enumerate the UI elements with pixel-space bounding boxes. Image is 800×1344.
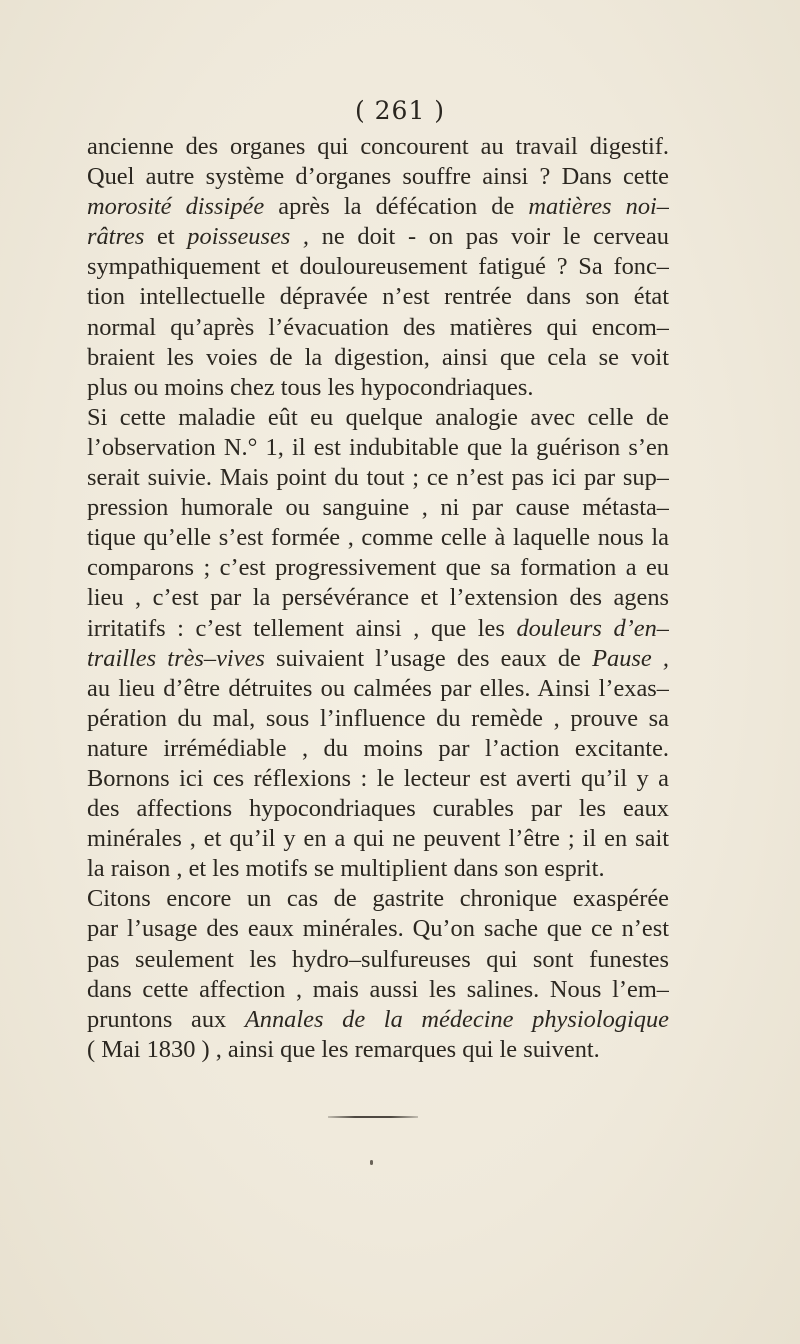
text-segment: ne doit - on pas voir le cerveau [309, 223, 669, 251]
text-line [87, 343, 669, 373]
text-line [87, 854, 669, 884]
text-segment: minérales , et qu’il y en a qui ne peuvent l’être ; il en sait [87, 825, 669, 853]
text-segment: ancienne des organes qui concourent au travail digestif. [87, 133, 669, 160]
text-segment: des affections hypocondriaques curables par les eaux [87, 795, 669, 823]
text-segment: pression humorale ou sanguine , ni par cause métasta– [87, 494, 669, 522]
text-segment: serait suivie. Mais point du tout ; ce n’est pas ici par sup– [87, 464, 669, 492]
text-line [87, 373, 669, 403]
text-line [87, 614, 669, 644]
text-segment: Citons encore un cas de gastrite chronique exaspérée [87, 885, 669, 913]
text-segment: tion intellectuelle dépravée n’est rentrée dans son état [87, 283, 669, 311]
text-segment: sympathiquement et douloureusement fatigué ? Sa fonc– [87, 253, 669, 281]
text-line [87, 1035, 669, 1065]
text-line [87, 192, 669, 222]
page-number: ( 261 ) [354, 96, 446, 125]
text-segment: nature irrémédiable , du moins par l’action excitante. [87, 734, 669, 762]
text-line [87, 403, 669, 433]
text-line [87, 674, 669, 704]
italic-text: Annales de la médecine physiologique [244, 1005, 669, 1033]
text-segment: pas seulement les hydro–sulfureuses qui sont funestes [87, 945, 669, 973]
text-segment: suivaient l’usage des eaux de [264, 644, 593, 672]
text-segment: la raison , et les motifs se multiplient dans son esprit. [87, 855, 605, 883]
italic-text: râtres [87, 223, 145, 251]
text-line [87, 1005, 669, 1035]
text-segment: l’observation N.° 1, il est indubitable que la guérison s’en [87, 433, 669, 461]
text-line [87, 975, 669, 1005]
section-divider [328, 1116, 418, 1118]
text-line [87, 914, 669, 944]
text-segment: Quel autre système d’organes souffre ainsi ? Dans cette [87, 163, 669, 191]
body-text [87, 132, 669, 1065]
text-line [87, 734, 669, 764]
text-line [87, 583, 669, 613]
text-segment: dans cette affection , mais aussi les salines. Nous l’em– [87, 975, 669, 1003]
text-line [87, 794, 669, 824]
text-line [87, 704, 669, 734]
text-segment: plus ou moins chez tous les hypocondriaques. [87, 373, 534, 401]
italic-text: Pause , [592, 644, 669, 672]
text-segment: par l’usage des eaux minérales. Qu’on sache que ce n’est [87, 915, 669, 943]
text-segment: tique qu’elle s’est formée , comme celle à laquelle nous la [87, 524, 669, 552]
text-line [87, 764, 669, 794]
italic-text: trailles très–vives [87, 644, 265, 672]
text-line [87, 644, 669, 674]
ink-speck [370, 1160, 373, 1165]
text-segment: Bornons ici ces réflexions : le lecteur est averti qu’il y a [87, 764, 669, 792]
text-line [87, 162, 669, 192]
text-line [87, 493, 669, 523]
text-segment: au lieu d’être détruites ou calmées par elles. Ainsi l’exas– [87, 674, 669, 702]
text-line [87, 282, 669, 312]
text-line [87, 463, 669, 493]
text-line [87, 553, 669, 583]
text-line [87, 884, 669, 914]
text-line [87, 433, 669, 463]
italic-text: matières noi– [528, 193, 669, 221]
text-line [87, 132, 669, 162]
text-segment: pruntons aux [87, 1005, 245, 1033]
text-line [87, 313, 669, 343]
text-line [87, 252, 669, 282]
text-segment: Si cette maladie eût eu quelque analogie avec celle de [87, 403, 669, 431]
text-segment: lieu , c’est par la persévérance et l’extension des agens [87, 584, 669, 612]
text-segment: après la défécation de [264, 193, 529, 221]
text-segment: braient les voies de la digestion, ainsi que cela se voit [87, 343, 669, 371]
text-line [87, 222, 669, 252]
text-segment: irritatifs : c’est tellement ainsi , que les [87, 614, 517, 642]
italic-text: douleurs d’en– [516, 614, 669, 642]
text-segment: comparons ; c’est progressivement que sa formation a eu [87, 554, 669, 582]
text-segment: ( Mai 1830 ) , ainsi que les remarques qui le suivent. [87, 1035, 600, 1063]
text-line [87, 945, 669, 975]
text-line [87, 824, 669, 854]
text-line [87, 523, 669, 553]
text-segment: et [144, 223, 188, 251]
text-segment: pération du mal, sous l’influence du remède , prouve sa [87, 704, 669, 732]
italic-text: poisseuses , [187, 223, 310, 251]
italic-text: morosité dissipée [87, 193, 265, 221]
text-segment: normal qu’après l’évacuation des matières qui encom– [87, 313, 669, 341]
